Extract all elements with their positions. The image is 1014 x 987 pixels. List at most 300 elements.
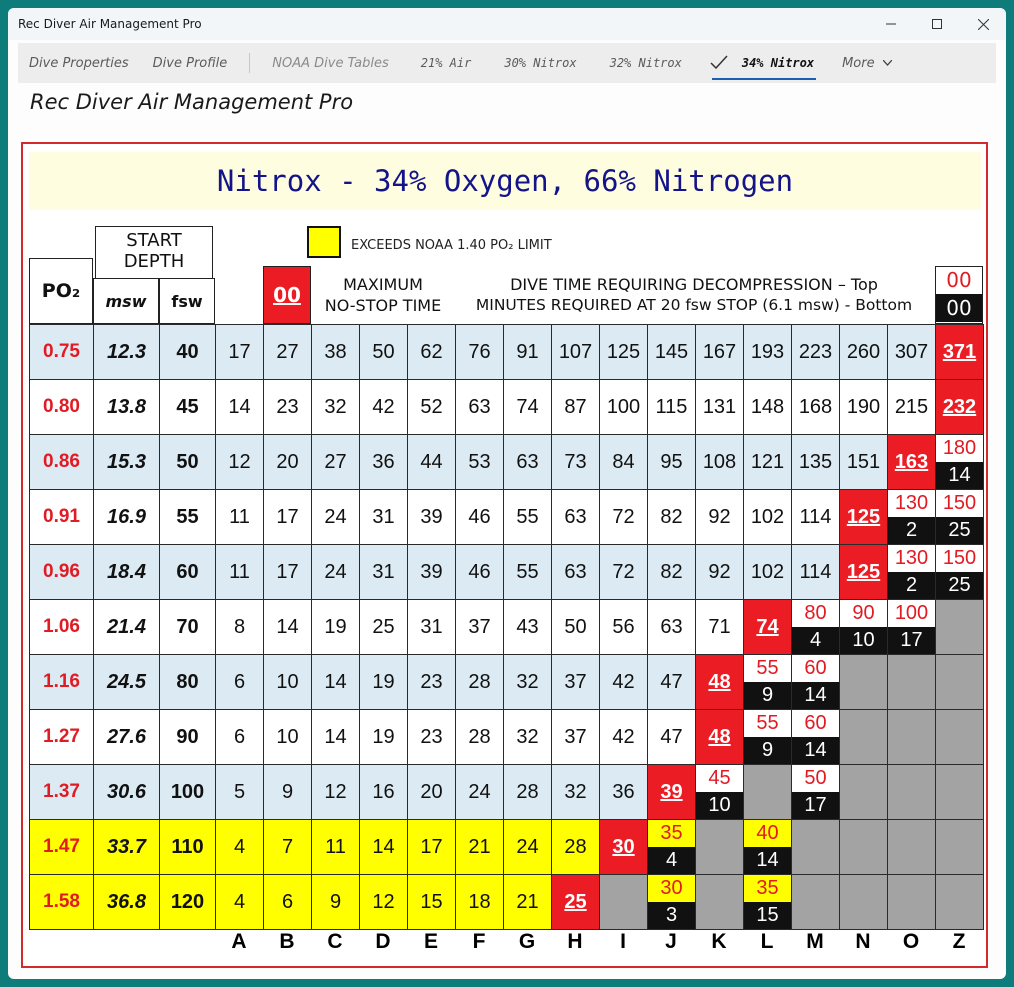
time-cell: 108 [696, 435, 744, 490]
time-cell: 14 [312, 655, 360, 710]
fsw-cell: 40 [160, 325, 216, 380]
time-cell: 114 [792, 545, 840, 600]
time-cell: 28 [456, 710, 504, 765]
time-cell: 145 [648, 325, 696, 380]
more-label: More [842, 55, 875, 71]
msw-cell: 27.6 [94, 710, 160, 765]
deco-time: 130 [888, 545, 935, 572]
deco-stop-minutes: 15 [744, 902, 791, 929]
msw-cell: 30.6 [94, 765, 160, 820]
time-cell: 56 [600, 600, 648, 655]
time-cell: 31 [360, 490, 408, 545]
time-cell: 148 [744, 380, 792, 435]
legend-no-stop-sample: 00 [263, 266, 311, 324]
time-cell: 27 [264, 325, 312, 380]
po2-cell: 1.27 [30, 710, 94, 765]
deco-cell [888, 600, 936, 655]
time-cell: 24 [312, 545, 360, 600]
deco-stop-minutes: 14 [936, 462, 983, 489]
deco-time: 90 [840, 600, 887, 627]
time-cell: 19 [360, 710, 408, 765]
time-cell: 82 [648, 490, 696, 545]
time-cell: 46 [456, 545, 504, 600]
time-cell: 12 [312, 765, 360, 820]
time-cell: 9 [312, 875, 360, 930]
deco-time: 35 [648, 820, 695, 847]
time-cell: 107 [552, 325, 600, 380]
time-cell: 28 [504, 765, 552, 820]
app-window [8, 8, 1006, 979]
time-cell: 11 [312, 820, 360, 875]
deco-cell [648, 875, 696, 930]
time-cell: 63 [504, 435, 552, 490]
deco-stop-minutes: 3 [648, 902, 695, 929]
group-letter: A [231, 930, 247, 953]
deco-cell [744, 710, 792, 765]
table-row [30, 545, 984, 600]
legend-deco-bottom: 00 [936, 294, 982, 322]
msw-header: msw [93, 278, 159, 324]
time-cell: 24 [456, 765, 504, 820]
msw-cell: 18.4 [94, 545, 160, 600]
deco-time: 55 [744, 655, 791, 682]
time-cell: 260 [840, 325, 888, 380]
time-cell: 4 [216, 820, 264, 875]
time-cell: 31 [408, 600, 456, 655]
time-cell: 24 [312, 490, 360, 545]
deco-time: 100 [888, 600, 935, 627]
time-cell: 91 [504, 325, 552, 380]
po2-cell: 0.91 [30, 490, 94, 545]
navigation-tabs [18, 43, 996, 83]
deco-time: 60 [792, 655, 839, 682]
time-cell: 47 [648, 710, 696, 765]
unavailable-cell [840, 820, 888, 875]
time-cell: 193 [744, 325, 792, 380]
deco-stop-minutes: 4 [792, 627, 839, 654]
tab-30-nitrox[interactable]: 30% Nitrox [504, 56, 577, 70]
unavailable-cell [888, 655, 936, 710]
group-letter: G [518, 930, 536, 953]
time-cell: 37 [552, 655, 600, 710]
tab-32-nitrox[interactable]: 32% Nitrox [609, 56, 682, 70]
po2-cell: 1.37 [30, 765, 94, 820]
time-cell: 92 [696, 545, 744, 600]
title-bar [8, 8, 1006, 40]
deco-cell [792, 600, 840, 655]
fsw-header: fsw [159, 278, 215, 324]
deco-cell [792, 655, 840, 710]
close-icon[interactable] [960, 8, 1006, 40]
po2-cell: 1.06 [30, 600, 94, 655]
time-cell: 36 [360, 435, 408, 490]
legend-deco-top: 00 [946, 268, 972, 292]
time-cell: 31 [360, 545, 408, 600]
group-letter: K [711, 930, 727, 953]
time-cell: 27 [312, 435, 360, 490]
deco-stop-minutes: 25 [936, 517, 983, 544]
table-row [30, 325, 984, 380]
deco-stop-minutes: 14 [792, 737, 839, 764]
time-cell: 71 [696, 600, 744, 655]
time-cell: 55 [504, 490, 552, 545]
time-cell: 307 [888, 325, 936, 380]
time-cell: 14 [360, 820, 408, 875]
unavailable-cell [936, 710, 984, 765]
table-row [30, 490, 984, 545]
time-cell: 19 [312, 600, 360, 655]
no-stop-limit-cell: 48 [696, 710, 744, 765]
time-cell: 17 [264, 545, 312, 600]
time-cell: 50 [360, 325, 408, 380]
time-cell: 43 [504, 600, 552, 655]
no-stop-limit-cell: 125 [840, 490, 888, 545]
fsw-cell: 55 [160, 490, 216, 545]
group-letter: M [806, 930, 824, 953]
table-row [30, 435, 984, 490]
time-cell: 17 [264, 490, 312, 545]
time-cell: 121 [744, 435, 792, 490]
group-letter: F [472, 930, 486, 953]
unavailable-cell [744, 765, 792, 820]
tab-noaa-dive-tables[interactable]: NOAA Dive Tables [272, 55, 389, 71]
time-cell: 102 [744, 490, 792, 545]
tab-dive-profile[interactable]: Dive Profile [152, 55, 228, 71]
time-cell: 9 [264, 765, 312, 820]
table-row [30, 820, 984, 875]
deco-cell [888, 545, 936, 600]
msw-cell: 15.3 [94, 435, 160, 490]
deco-line1: DIVE TIME REQUIRING DECOMPRESSION – Top [510, 275, 878, 294]
fsw-cell: 120 [160, 875, 216, 930]
unavailable-cell [840, 655, 888, 710]
window-controls [868, 8, 1006, 40]
time-cell: 151 [840, 435, 888, 490]
time-cell: 39 [408, 490, 456, 545]
time-cell: 6 [216, 710, 264, 765]
no-stop-limit-cell: 48 [696, 655, 744, 710]
time-cell: 5 [216, 765, 264, 820]
time-cell: 24 [504, 820, 552, 875]
time-cell: 167 [696, 325, 744, 380]
group-letter: E [423, 930, 438, 953]
no-stop-limit-cell: 232 [936, 380, 984, 435]
time-cell: 6 [216, 655, 264, 710]
deco-stop-minutes: 14 [792, 682, 839, 709]
time-cell: 23 [264, 380, 312, 435]
page-title: Rec Diver Air Management Pro [30, 90, 354, 114]
time-cell: 74 [504, 380, 552, 435]
start-depth-label: START DEPTH [123, 230, 185, 272]
fsw-cell: 45 [160, 380, 216, 435]
deco-time: 50 [792, 765, 839, 792]
time-cell: 18 [456, 875, 504, 930]
deco-time: 130 [888, 490, 935, 517]
time-cell: 190 [840, 380, 888, 435]
deco-line2: MINUTES REQUIRED AT 20 fsw STOP (6.1 msw) - Bottom [475, 296, 913, 314]
legend-label: EXCEEDS NOAA 1.40 PO₂ LIMIT [351, 238, 552, 253]
time-cell: 82 [648, 545, 696, 600]
time-cell: 8 [216, 600, 264, 655]
window-title: Rec Diver Air Management Pro [18, 17, 202, 31]
deco-stop-minutes: 2 [888, 517, 935, 544]
deco-cell [696, 765, 744, 820]
time-cell: 12 [216, 435, 264, 490]
group-letter: O [902, 930, 920, 953]
more-menu[interactable] [842, 43, 892, 83]
time-cell: 63 [456, 380, 504, 435]
max-no-stop-line1: MAXIMUM [343, 275, 423, 294]
time-cell: 55 [504, 545, 552, 600]
deco-stop-minutes: 9 [744, 682, 791, 709]
time-cell: 7 [264, 820, 312, 875]
table-row [30, 710, 984, 765]
time-cell: 16 [360, 765, 408, 820]
unavailable-cell [888, 875, 936, 930]
po2-cell: 0.75 [30, 325, 94, 380]
time-cell: 42 [360, 380, 408, 435]
deco-time: 150 [936, 545, 983, 572]
time-cell: 10 [264, 655, 312, 710]
time-cell: 115 [648, 380, 696, 435]
deco-stop-minutes: 10 [696, 792, 743, 819]
legend-deco-sample [935, 266, 983, 324]
time-cell: 28 [552, 820, 600, 875]
deco-time: 30 [648, 875, 695, 902]
checkmark-icon [710, 55, 728, 69]
unavailable-cell [936, 875, 984, 930]
unavailable-cell [936, 765, 984, 820]
time-cell: 32 [552, 765, 600, 820]
unavailable-cell [936, 820, 984, 875]
po2-cell: 1.58 [30, 875, 94, 930]
chevron-down-icon [883, 60, 892, 66]
fsw-cell: 70 [160, 600, 216, 655]
fsw-cell: 90 [160, 710, 216, 765]
time-cell: 37 [456, 600, 504, 655]
deco-time: 80 [792, 600, 839, 627]
time-cell: 95 [648, 435, 696, 490]
group-letter: L [760, 930, 774, 953]
time-cell: 10 [264, 710, 312, 765]
msw-cell: 21.4 [94, 600, 160, 655]
dive-table-panel [21, 142, 988, 968]
deco-cell [744, 875, 792, 930]
deco-cell [648, 820, 696, 875]
unavailable-cell [840, 710, 888, 765]
time-cell: 11 [216, 490, 264, 545]
deco-cell [840, 600, 888, 655]
unavailable-cell [936, 655, 984, 710]
deco-header [459, 274, 929, 316]
time-cell: 47 [648, 655, 696, 710]
time-cell: 39 [408, 545, 456, 600]
deco-stop-minutes: 10 [840, 627, 887, 654]
time-cell: 12 [360, 875, 408, 930]
tab-21-air[interactable]: 21% Air [420, 56, 472, 70]
no-stop-limit-cell: 371 [936, 325, 984, 380]
time-cell: 17 [408, 820, 456, 875]
deco-time: 40 [744, 820, 791, 847]
unavailable-cell [792, 820, 840, 875]
time-cell: 50 [552, 600, 600, 655]
time-cell: 84 [600, 435, 648, 490]
time-cell: 102 [744, 545, 792, 600]
fsw-cell: 60 [160, 545, 216, 600]
table-row [30, 875, 984, 930]
po2-cell: 1.47 [30, 820, 94, 875]
tab-34-nitrox-label: 34% Nitrox [741, 56, 815, 70]
deco-cell [888, 490, 936, 545]
unavailable-cell [888, 820, 936, 875]
deco-stop-minutes: 4 [648, 847, 695, 874]
deco-time: 60 [792, 710, 839, 737]
time-cell: 15 [408, 875, 456, 930]
deco-time: 180 [936, 435, 983, 462]
maximize-icon[interactable] [914, 8, 960, 40]
group-letter: Z [952, 930, 966, 953]
deco-stop-minutes: 17 [888, 627, 935, 654]
time-cell: 32 [312, 380, 360, 435]
no-stop-limit-cell: 25 [552, 875, 600, 930]
time-cell: 114 [792, 490, 840, 545]
time-cell: 28 [456, 655, 504, 710]
unavailable-cell [888, 765, 936, 820]
time-cell: 72 [600, 545, 648, 600]
time-cell: 32 [504, 655, 552, 710]
time-cell: 76 [456, 325, 504, 380]
time-cell: 14 [264, 600, 312, 655]
unavailable-cell [840, 875, 888, 930]
unavailable-cell [840, 765, 888, 820]
msw-cell: 13.8 [94, 380, 160, 435]
fsw-cell: 100 [160, 765, 216, 820]
time-cell: 42 [600, 655, 648, 710]
table-row [30, 380, 984, 435]
deco-cell [936, 435, 984, 490]
table-row [30, 600, 984, 655]
tab-separator [249, 53, 250, 73]
time-cell: 46 [456, 490, 504, 545]
max-no-stop-header [315, 274, 451, 316]
group-letter: C [327, 930, 343, 953]
deco-time: 55 [744, 710, 791, 737]
time-cell: 63 [648, 600, 696, 655]
deco-cell [744, 655, 792, 710]
group-letter: D [375, 930, 391, 953]
time-cell: 21 [504, 875, 552, 930]
time-cell: 72 [600, 490, 648, 545]
po2-cell: 0.86 [30, 435, 94, 490]
time-cell: 87 [552, 380, 600, 435]
time-cell: 42 [600, 710, 648, 765]
deco-cell [792, 765, 840, 820]
no-stop-limit-cell: 74 [744, 600, 792, 655]
dive-table [29, 324, 984, 930]
deco-time: 150 [936, 490, 983, 517]
group-letter: B [279, 930, 295, 953]
unavailable-cell [936, 600, 984, 655]
time-cell: 100 [600, 380, 648, 435]
time-cell: 53 [456, 435, 504, 490]
time-cell: 63 [552, 490, 600, 545]
time-cell: 32 [504, 710, 552, 765]
deco-cell [792, 710, 840, 765]
deco-time: 35 [744, 875, 791, 902]
group-letter: J [665, 930, 677, 953]
deco-stop-minutes: 14 [744, 847, 791, 874]
msw-cell: 36.8 [94, 875, 160, 930]
banner-title: Nitrox - 34% Oxygen, 66% Nitrogen [216, 164, 794, 198]
time-cell: 38 [312, 325, 360, 380]
time-cell: 4 [216, 875, 264, 930]
unavailable-cell [696, 820, 744, 875]
msw-cell: 24.5 [94, 655, 160, 710]
time-cell: 62 [408, 325, 456, 380]
deco-cell [936, 490, 984, 545]
time-cell: 63 [552, 545, 600, 600]
start-depth-header [95, 226, 213, 278]
time-cell: 20 [264, 435, 312, 490]
msw-cell: 33.7 [94, 820, 160, 875]
unavailable-cell [888, 710, 936, 765]
time-cell: 135 [792, 435, 840, 490]
time-cell: 44 [408, 435, 456, 490]
msw-cell: 12.3 [94, 325, 160, 380]
time-cell: 19 [360, 655, 408, 710]
max-no-stop-line2: NO-STOP TIME [324, 296, 442, 315]
time-cell: 36 [600, 765, 648, 820]
minimize-icon[interactable] [868, 8, 914, 40]
deco-stop-minutes: 17 [792, 792, 839, 819]
time-cell: 223 [792, 325, 840, 380]
time-cell: 73 [552, 435, 600, 490]
tab-dive-properties[interactable]: Dive Properties [29, 55, 129, 71]
time-cell: 168 [792, 380, 840, 435]
deco-cell [936, 545, 984, 600]
no-stop-limit-cell: 125 [840, 545, 888, 600]
legend-swatch-yellow [307, 226, 341, 258]
table-row [30, 655, 984, 710]
time-cell: 14 [216, 380, 264, 435]
deco-time: 45 [696, 765, 743, 792]
time-cell: 23 [408, 710, 456, 765]
deco-stop-minutes: 9 [744, 737, 791, 764]
time-cell: 23 [408, 655, 456, 710]
time-cell: 215 [888, 380, 936, 435]
time-cell: 52 [408, 380, 456, 435]
time-cell: 6 [264, 875, 312, 930]
time-cell: 25 [360, 600, 408, 655]
unavailable-cell [696, 875, 744, 930]
time-cell: 125 [600, 325, 648, 380]
table-banner [29, 152, 981, 210]
table-row [30, 765, 984, 820]
po2-cell: 0.80 [30, 380, 94, 435]
group-letter: N [855, 930, 871, 953]
no-stop-limit-cell: 163 [888, 435, 936, 490]
tab-34-nitrox[interactable] [742, 43, 814, 83]
fsw-cell: 110 [160, 820, 216, 875]
fsw-cell: 80 [160, 655, 216, 710]
time-cell: 21 [456, 820, 504, 875]
time-cell: 131 [696, 380, 744, 435]
msw-cell: 16.9 [94, 490, 160, 545]
no-stop-limit-cell: 30 [600, 820, 648, 875]
deco-stop-minutes: 2 [888, 572, 935, 599]
time-cell: 37 [552, 710, 600, 765]
group-letter: I [620, 930, 626, 953]
